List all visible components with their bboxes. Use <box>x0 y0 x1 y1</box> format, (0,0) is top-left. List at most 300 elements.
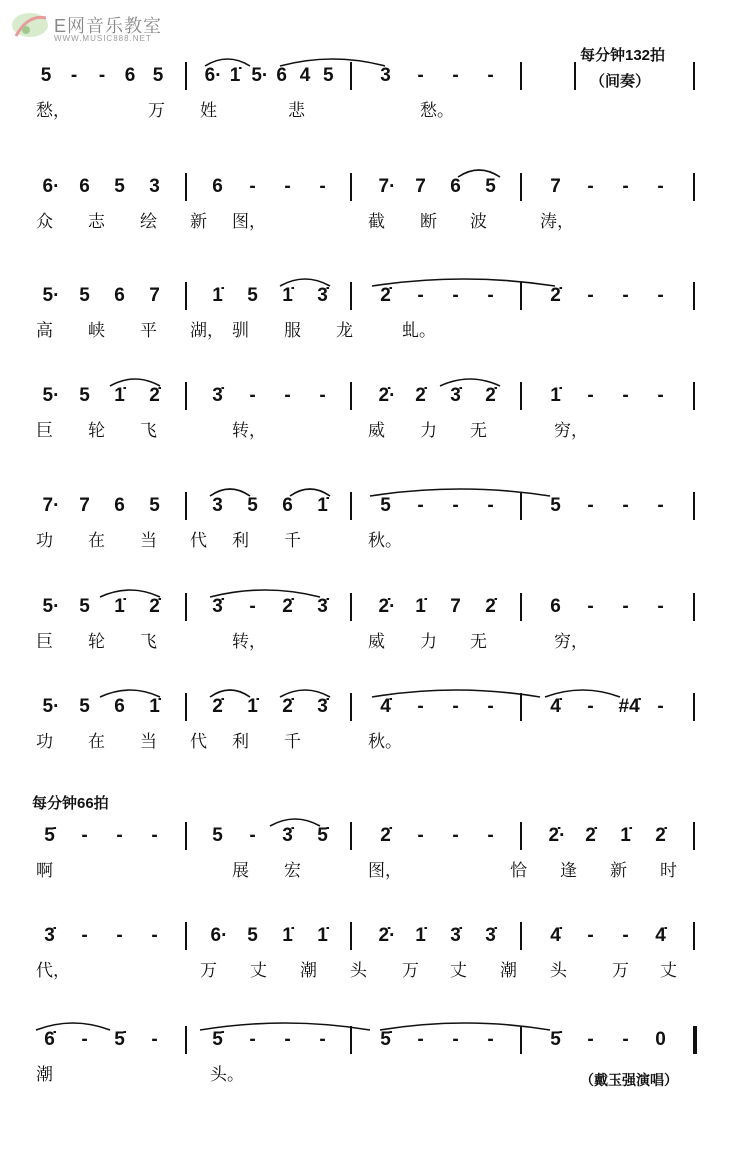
score-row <box>0 52 740 121</box>
note: 2̇ <box>282 596 293 617</box>
note: 5 <box>79 385 90 406</box>
note: 6· <box>210 925 228 946</box>
lyric-char: 志 <box>88 212 105 232</box>
note: 6 <box>550 596 561 617</box>
lyric-char: 悲 <box>288 101 305 121</box>
barline <box>520 173 522 201</box>
sustain-dash: - <box>98 65 106 86</box>
score-row <box>0 272 740 341</box>
note: 5 <box>380 495 391 516</box>
lyric-char: 无 <box>470 421 487 441</box>
note: 7· <box>378 176 396 197</box>
sustain-dash: - <box>587 696 594 717</box>
note: 5 <box>149 495 160 516</box>
barline <box>185 282 187 310</box>
sustain-dash: - <box>452 825 459 846</box>
sustain-dash: - <box>151 1029 158 1050</box>
lyric-char: 峡 <box>88 321 105 341</box>
note: 3̇ <box>212 385 223 406</box>
barline <box>350 693 352 721</box>
lyric-char: 代 <box>190 531 207 551</box>
note: 6 <box>124 65 136 86</box>
note: 1̇ <box>114 385 125 406</box>
lyric-char: 潮 <box>500 961 517 981</box>
lyric-char: 龙 <box>336 321 353 341</box>
sustain-dash: - <box>657 385 664 406</box>
note: 5 <box>79 285 90 306</box>
lyric-char: 波 <box>470 212 487 232</box>
lyric-char: 无 <box>470 632 487 652</box>
lyric-char: 啊 <box>36 861 53 881</box>
note: 1̇ <box>247 696 258 717</box>
barline <box>520 62 522 90</box>
lyric-char: 万 <box>200 961 217 981</box>
note: 3̇ <box>317 285 328 306</box>
sustain-dash: - <box>249 176 256 197</box>
sustain-dash: - <box>487 65 494 86</box>
note: 6 <box>450 176 461 197</box>
lyric-char: 服 <box>284 321 301 341</box>
lyric-char: 图， <box>232 212 266 232</box>
note: 7 <box>415 176 426 197</box>
lyric-char: 飞 <box>140 421 157 441</box>
note: 1̇ <box>620 825 631 846</box>
note: 3̇ <box>317 696 328 717</box>
lyric-char: 力 <box>420 421 437 441</box>
lyric-char: 威 <box>368 632 385 652</box>
lyric-char: 利 <box>232 732 249 752</box>
sustain-dash: - <box>417 65 424 86</box>
sustain-dash: - <box>622 495 629 516</box>
barline <box>520 382 522 410</box>
lyric-char: 功 <box>36 732 53 752</box>
lyric-char: 千 <box>284 732 301 752</box>
note: 2̇ <box>380 285 391 306</box>
sustain-dash: - <box>249 825 256 846</box>
lyric-char: 万 <box>402 961 419 981</box>
lyric-char: 驯 <box>232 321 249 341</box>
note: 2̇ <box>550 285 561 306</box>
sustain-dash: - <box>487 825 494 846</box>
lyric-char: 恰 <box>510 861 527 881</box>
note: 5· <box>42 596 60 617</box>
sustain-dash: - <box>587 596 594 617</box>
lyric-char: 平 <box>140 321 157 341</box>
sustain-dash: - <box>657 495 664 516</box>
barline <box>520 492 522 520</box>
note: 2̇ <box>282 696 293 717</box>
note: 1̇ <box>282 285 293 306</box>
sustain-dash: - <box>151 825 158 846</box>
sustain-dash: - <box>284 385 291 406</box>
note: 7· <box>42 495 60 516</box>
note: 7 <box>79 495 90 516</box>
barline <box>185 593 187 621</box>
barline <box>350 922 352 950</box>
lyrics-line <box>0 316 740 340</box>
note: 5 <box>79 596 90 617</box>
lyric-char: 威 <box>368 421 385 441</box>
lyric-char: 潮 <box>36 1065 53 1085</box>
note: 3̇ <box>450 925 461 946</box>
note: 1̇ <box>282 925 293 946</box>
note: 2̇ <box>655 825 666 846</box>
barline <box>185 382 187 410</box>
lyric-char: 轮 <box>88 632 105 652</box>
lyric-char: 众 <box>36 212 53 232</box>
sustain-dash: - <box>70 65 78 86</box>
barline <box>693 62 695 90</box>
note: 6· <box>42 176 60 197</box>
lyrics-line <box>0 856 740 880</box>
sustain-dash: - <box>81 825 88 846</box>
note: 5 <box>550 495 561 516</box>
barline <box>350 173 352 201</box>
sustain-dash: - <box>622 285 629 306</box>
note: 2̇· <box>378 925 396 946</box>
lyric-char: 虬。 <box>402 321 436 341</box>
barline <box>520 593 522 621</box>
barline <box>520 1026 522 1054</box>
lyrics-line <box>0 526 740 550</box>
note: 6· <box>204 65 222 86</box>
lyric-char: 在 <box>88 531 105 551</box>
lyric-char: 秋。 <box>368 732 402 752</box>
note: 5̇ <box>380 1029 391 1050</box>
tempo-marking-132: 每分钟132拍 <box>580 47 666 64</box>
lyrics-line <box>0 416 740 440</box>
sustain-dash: - <box>249 385 256 406</box>
note: 3 <box>149 176 160 197</box>
watermark-url: WWW.MUSIC888.NET <box>54 34 152 43</box>
note: 1̇ <box>415 596 426 617</box>
lyric-char: 愁， <box>36 101 70 121</box>
lyric-char: 巨 <box>36 632 53 652</box>
barline <box>185 1026 187 1054</box>
sustain-dash: - <box>487 1029 494 1050</box>
lyric-char: 在 <box>88 732 105 752</box>
sustain-dash: - <box>417 825 424 846</box>
lyric-char: 展 <box>232 861 249 881</box>
note: 4̇ <box>655 925 666 946</box>
sustain-dash: - <box>284 1029 291 1050</box>
note: 6 <box>114 495 125 516</box>
note: 1̇ <box>229 65 241 86</box>
sustain-dash: - <box>249 1029 256 1050</box>
note: 3̇ <box>317 596 328 617</box>
lyric-char: 转， <box>232 421 266 441</box>
slur-arc <box>372 279 555 286</box>
barline <box>350 382 352 410</box>
barline <box>693 593 695 621</box>
note: 3 <box>380 65 391 86</box>
lyric-char: 功 <box>36 531 53 551</box>
note: 6 <box>114 285 125 306</box>
note: 2̇ <box>485 596 496 617</box>
barline <box>350 282 352 310</box>
lyric-char: 丈 <box>250 961 267 981</box>
note: 5· <box>251 65 269 86</box>
score-row <box>0 583 740 652</box>
music-note-logo-icon <box>10 10 52 40</box>
lyric-char: 穷， <box>554 421 588 441</box>
sustain-dash: - <box>587 285 594 306</box>
sustain-dash: - <box>587 176 594 197</box>
sustain-dash: - <box>319 176 326 197</box>
score-row <box>0 912 740 981</box>
lyric-char: 头。 <box>210 1065 244 1085</box>
sustain-dash: - <box>622 925 629 946</box>
sustain-dash: - <box>622 176 629 197</box>
note: 2̇· <box>378 596 396 617</box>
sustain-dash: - <box>452 285 459 306</box>
tempo-marking-66: 每分钟66拍 <box>32 795 109 812</box>
sustain-dash: - <box>81 925 88 946</box>
note: 4̇ <box>550 925 561 946</box>
barline <box>350 1026 352 1054</box>
barline <box>693 382 695 410</box>
note: 3̇ <box>44 925 55 946</box>
barline <box>520 922 522 950</box>
lyrics-line <box>0 1060 740 1084</box>
note: 3 <box>212 495 223 516</box>
lyric-char: 当 <box>140 732 157 752</box>
note: 4 <box>299 65 311 86</box>
sustain-dash: - <box>487 495 494 516</box>
sustain-dash: - <box>622 385 629 406</box>
lyric-char: 潮 <box>300 961 317 981</box>
barline <box>693 173 695 201</box>
note: 5̇ <box>550 1029 561 1050</box>
note: 3̇ <box>485 925 496 946</box>
barline <box>350 593 352 621</box>
sustain-dash: - <box>319 385 326 406</box>
note: 1̇ <box>149 696 160 717</box>
sustain-dash: - <box>249 596 256 617</box>
watermark-logo <box>4 8 174 44</box>
note: 5 <box>247 495 258 516</box>
lyric-char: 巨 <box>36 421 53 441</box>
barline <box>520 822 522 850</box>
lyric-char: 利 <box>232 531 249 551</box>
lyric-char: 头 <box>550 961 567 981</box>
barline <box>693 693 695 721</box>
performer-credit: （戴玉强演唱） <box>580 1072 678 1088</box>
barline <box>693 492 695 520</box>
lyric-char: 姓 <box>200 101 217 121</box>
sustain-dash: - <box>417 696 424 717</box>
slur-layer <box>0 52 740 92</box>
lyric-char: 万 <box>148 101 165 121</box>
final-barline <box>693 1026 697 1054</box>
lyric-char: 宏 <box>284 861 301 881</box>
note: 2̇ <box>212 696 223 717</box>
note: 6 <box>79 176 90 197</box>
sustain-dash: - <box>622 1029 629 1050</box>
lyric-char: 飞 <box>140 632 157 652</box>
note: 5̇ <box>212 1029 223 1050</box>
note: 5̇ <box>114 1029 125 1050</box>
sustain-dash: - <box>319 1029 326 1050</box>
lyric-char: 万 <box>612 961 629 981</box>
sustain-dash: - <box>284 176 291 197</box>
note: 2̇ <box>415 385 426 406</box>
lyric-char: 新 <box>610 861 627 881</box>
sustain-dash: - <box>657 285 664 306</box>
note: 3̇ <box>450 385 461 406</box>
sustain-dash: - <box>452 1029 459 1050</box>
lyric-char: 丈 <box>450 961 467 981</box>
lyric-char: 当 <box>140 531 157 551</box>
note: 5 <box>79 696 90 717</box>
note: 2̇· <box>378 385 396 406</box>
note: 5· <box>42 385 60 406</box>
lyrics-line <box>0 96 740 120</box>
note: 5 <box>212 825 223 846</box>
note: 0 <box>655 1029 666 1050</box>
slur-arc <box>270 819 320 826</box>
sustain-dash: - <box>151 925 158 946</box>
barline <box>693 822 695 850</box>
sustain-dash: - <box>116 925 123 946</box>
barline <box>520 693 522 721</box>
note: 3̇ <box>282 825 293 846</box>
barline <box>350 822 352 850</box>
barline <box>693 922 695 950</box>
slur-arc <box>380 1023 550 1030</box>
note: 5· <box>42 285 60 306</box>
barline <box>574 62 576 90</box>
note: 5̇ <box>44 825 55 846</box>
note: 6 <box>282 495 293 516</box>
barline <box>520 282 522 310</box>
barline <box>185 492 187 520</box>
sustain-dash: - <box>587 385 594 406</box>
note: 5̇ <box>317 825 328 846</box>
watermark-name: E网音乐教室 <box>54 16 163 36</box>
note: 2̇· <box>548 825 566 846</box>
interlude-marking: （间奏） <box>590 73 651 90</box>
lyric-char: 代 <box>190 732 207 752</box>
lyric-char: 高 <box>36 321 53 341</box>
note: 1̇ <box>212 285 223 306</box>
lyric-char: 力 <box>420 632 437 652</box>
note: 5 <box>485 176 496 197</box>
sustain-dash: - <box>587 495 594 516</box>
sustain-dash: - <box>657 696 664 717</box>
barline <box>185 173 187 201</box>
score-row <box>0 163 740 232</box>
note: 3̇ <box>212 596 223 617</box>
barline <box>185 693 187 721</box>
barline <box>693 282 695 310</box>
lyric-char: 愁。 <box>420 101 454 121</box>
lyric-char: 轮 <box>88 421 105 441</box>
lyric-char: 千 <box>284 531 301 551</box>
note: 4̇ <box>380 696 391 717</box>
note: 1̇ <box>317 495 328 516</box>
lyric-char: 秋。 <box>368 531 402 551</box>
sustain-dash: - <box>587 925 594 946</box>
lyrics-line <box>0 956 740 980</box>
note: 6 <box>276 65 287 86</box>
lyric-char: 涛， <box>540 212 574 232</box>
note: 2̇ <box>380 825 391 846</box>
note: 2̇ <box>149 596 160 617</box>
sustain-dash: - <box>452 696 459 717</box>
note: 6 <box>212 176 223 197</box>
sustain-dash: - <box>487 285 494 306</box>
sustain-dash: - <box>452 65 459 86</box>
lyrics-line <box>0 627 740 651</box>
lyric-char: 湖， <box>190 321 224 341</box>
barline <box>185 922 187 950</box>
sustain-dash: - <box>81 1029 88 1050</box>
lyric-char: 截 <box>368 212 385 232</box>
note: 5· <box>42 696 60 717</box>
note: 7 <box>550 176 561 197</box>
note: 5 <box>323 65 334 86</box>
sustain-dash: - <box>417 1029 424 1050</box>
score-row <box>0 812 740 881</box>
note: 1̇ <box>114 596 125 617</box>
sustain-dash: - <box>417 285 424 306</box>
lyric-char: 时 <box>660 861 677 881</box>
sustain-dash: - <box>487 696 494 717</box>
note: 5 <box>247 925 258 946</box>
note: 2̇ <box>585 825 596 846</box>
note: #4̇ <box>618 696 640 717</box>
lyrics-line <box>0 727 740 751</box>
lyric-char: 图， <box>368 861 402 881</box>
note: 1̇ <box>317 925 328 946</box>
note: 4̇ <box>550 696 561 717</box>
slur-arc <box>210 590 320 597</box>
lyric-char: 新 <box>190 212 207 232</box>
score-row <box>0 482 740 551</box>
note: 5 <box>114 176 125 197</box>
lyrics-line <box>0 207 740 231</box>
sustain-dash: - <box>587 1029 594 1050</box>
lyric-char: 转， <box>232 632 266 652</box>
lyric-char: 绘 <box>140 212 157 232</box>
score-row <box>0 683 740 752</box>
lyric-char: 代， <box>36 961 70 981</box>
lyric-char: 穷， <box>554 632 588 652</box>
barline <box>350 62 352 90</box>
note: 2̇ <box>149 385 160 406</box>
note: 7 <box>149 285 160 306</box>
note: 5 <box>40 65 52 86</box>
note: 6 <box>114 696 125 717</box>
lyric-char: 断 <box>420 212 437 232</box>
note: 5 <box>152 65 164 86</box>
note: 5 <box>247 285 258 306</box>
sustain-dash: - <box>116 825 123 846</box>
note: 7 <box>450 596 461 617</box>
lyric-char: 头 <box>350 961 367 981</box>
note: 1̇ <box>550 385 561 406</box>
score-row <box>0 372 740 441</box>
note: 6̇ <box>44 1029 55 1050</box>
sustain-dash: - <box>622 596 629 617</box>
sustain-dash: - <box>452 495 459 516</box>
lyric-char: 逢 <box>560 861 577 881</box>
sustain-dash: - <box>657 176 664 197</box>
note: 1̇ <box>415 925 426 946</box>
barline <box>185 822 187 850</box>
lyric-char: 丈 <box>660 961 677 981</box>
